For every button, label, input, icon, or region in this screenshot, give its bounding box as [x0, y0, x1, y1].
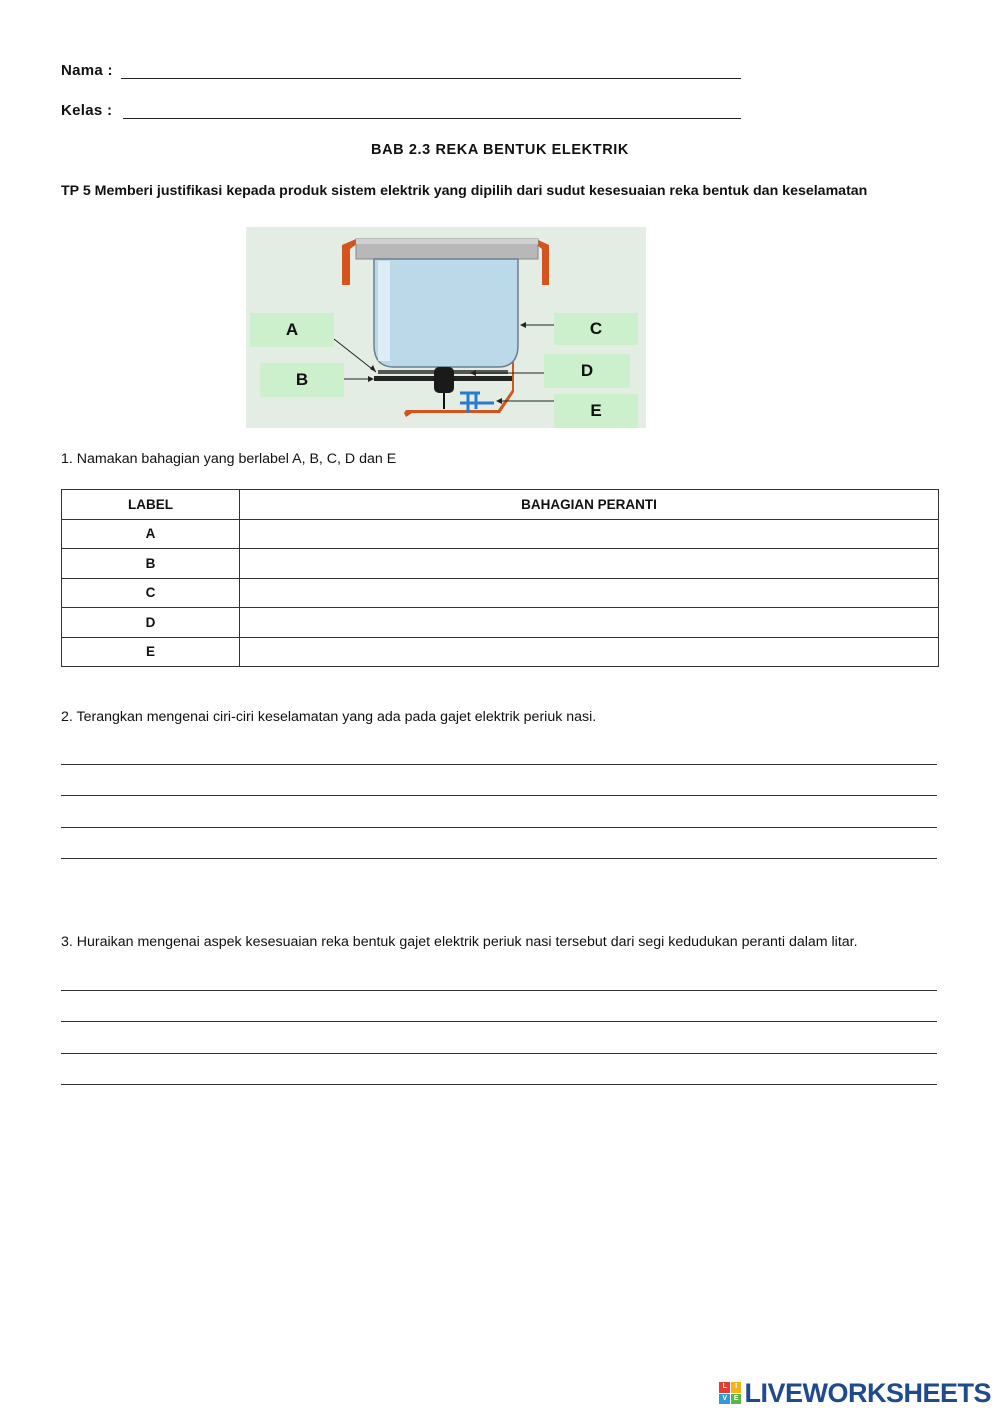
liveworksheets-brand	[719, 1377, 991, 1409]
diagram-label-d: D	[544, 354, 630, 388]
answer-cell[interactable]	[240, 519, 939, 549]
table-row	[62, 519, 939, 549]
diagram-label-b: B	[260, 363, 344, 397]
diagram-label-c: C	[554, 313, 638, 345]
tp-statement: TP 5 Memberi justifikasi kepada produk sistem elektrik yang dipilih dari sudut kesesuaian reka bentuk dan keselamatan	[61, 183, 868, 199]
diagram-label-a: A	[250, 313, 334, 347]
rice-cooker-diagram	[246, 227, 646, 428]
answer-table	[61, 489, 939, 667]
answer-cell[interactable]	[240, 578, 939, 608]
question-3: 3. Huraikan mengenai aspek kesesuaian reka bentuk gajet elektrik periuk nasi tersebut dari segi kedudukan peranti dalam litar.	[61, 934, 858, 950]
question-1: 1. Namakan bahagian yang berlabel A, B, C, D dan E	[61, 451, 397, 467]
liveworksheets-logo-icon	[719, 1382, 741, 1404]
answer-line[interactable]	[61, 1053, 937, 1054]
table-row	[62, 578, 939, 608]
logo-letter: I	[731, 1382, 742, 1393]
row-label: D	[62, 608, 240, 638]
class-label: Kelas :	[61, 102, 113, 119]
logo-letter: E	[731, 1394, 742, 1405]
answer-line[interactable]	[61, 1084, 937, 1085]
name-input-line[interactable]	[121, 78, 741, 79]
answer-cell[interactable]	[240, 608, 939, 638]
row-label: E	[62, 637, 240, 667]
answer-cell[interactable]	[240, 637, 939, 667]
answer-line[interactable]	[61, 858, 937, 859]
answer-line[interactable]	[61, 827, 937, 828]
answer-cell[interactable]	[240, 549, 939, 579]
answer-line[interactable]	[61, 1021, 937, 1022]
answer-line[interactable]	[61, 795, 937, 796]
table-row	[62, 549, 939, 579]
logo-letter: V	[719, 1394, 730, 1405]
table-row	[62, 608, 939, 638]
thermostat	[434, 367, 454, 393]
answer-line[interactable]	[61, 764, 937, 765]
table-header-label: LABEL	[62, 490, 240, 520]
brand-text: LIVEWORKSHEETS	[744, 1377, 991, 1408]
question-2: 2. Terangkan mengenai ciri-ciri keselamatan yang ada pada gajet elektrik periuk nasi.	[61, 709, 597, 725]
row-label: B	[62, 549, 240, 579]
row-label: A	[62, 519, 240, 549]
table-row	[62, 637, 939, 667]
page-title: BAB 2.3 REKA BENTUK ELEKTRIK	[371, 142, 629, 158]
row-label: C	[62, 578, 240, 608]
class-field-row	[61, 102, 751, 122]
name-field-row	[61, 62, 751, 82]
diagram-label-e: E	[554, 394, 638, 428]
name-label: Nama :	[61, 62, 113, 79]
class-input-line[interactable]	[123, 118, 741, 119]
answer-line[interactable]	[61, 990, 937, 991]
inner-pot	[374, 259, 518, 367]
table-header-part: BAHAGIAN PERANTI	[240, 490, 939, 520]
logo-letter: L	[719, 1382, 730, 1393]
